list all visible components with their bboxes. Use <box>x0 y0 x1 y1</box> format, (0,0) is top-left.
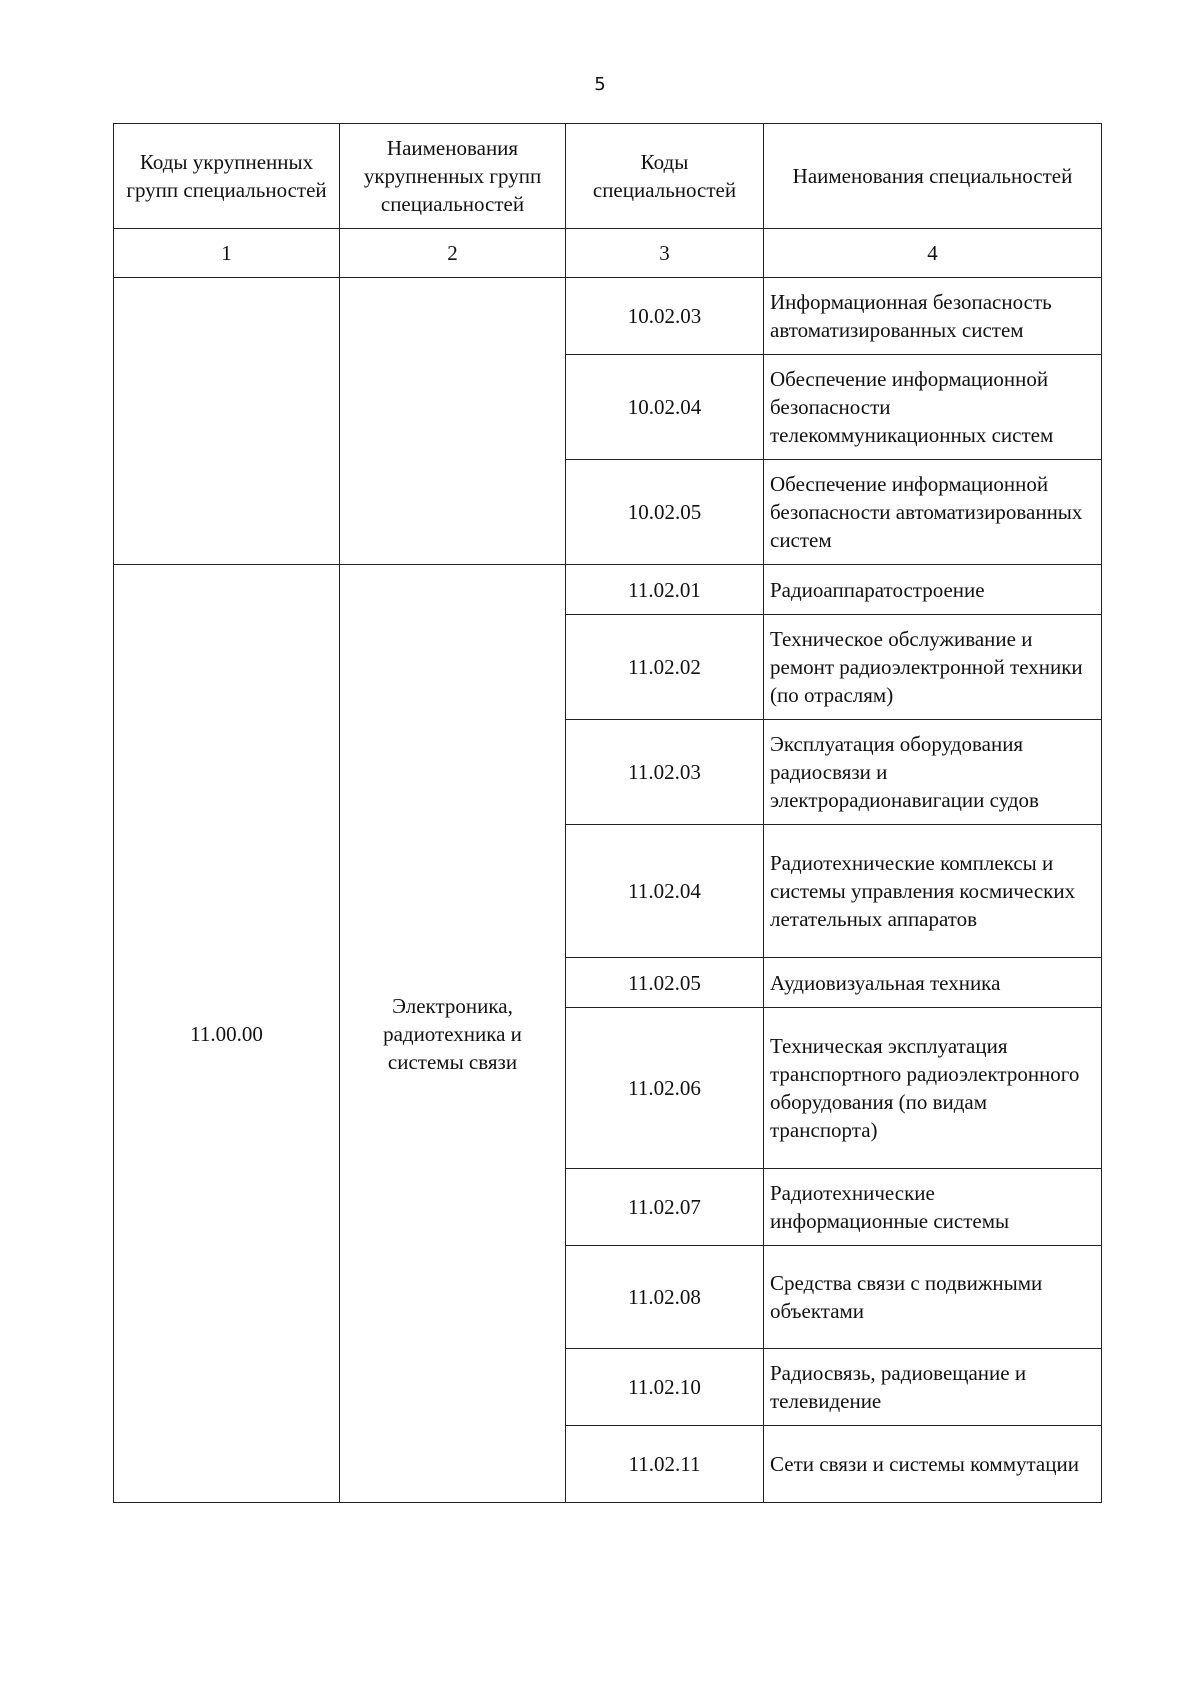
specialty-name: Радиосвязь, радиовещание и телевидение <box>764 1349 1102 1426</box>
column-number: 4 <box>764 229 1102 278</box>
specialty-name: Радиотехнические комплексы и системы управления космических летательных аппаратов <box>764 825 1102 958</box>
header-group-codes: Коды укрупненных групп специальностей <box>114 124 340 229</box>
specialty-name: Радиоаппаратостроение <box>764 565 1102 615</box>
group-name-cell: Электроника, радиотехника и системы связи <box>340 565 566 1503</box>
specialty-code: 11.02.05 <box>566 958 764 1008</box>
header-group-names: Наименования укрупненных групп специальностей <box>340 124 566 229</box>
specialty-name: Средства связи с подвижными объектами <box>764 1246 1102 1349</box>
specialty-name: Обеспечение информационной безопасности автоматизированных систем <box>764 460 1102 565</box>
specialty-name: Обеспечение информационной безопасности телекоммуникационных систем <box>764 355 1102 460</box>
specialty-name: Радиотехнические информационные системы <box>764 1169 1102 1246</box>
specialty-code: 10.02.03 <box>566 278 764 355</box>
specialty-code: 10.02.04 <box>566 355 764 460</box>
specialty-code: 11.02.03 <box>566 720 764 825</box>
table-row <box>114 278 1102 355</box>
specialty-code: 11.02.07 <box>566 1169 764 1246</box>
column-number: 2 <box>340 229 566 278</box>
column-number: 3 <box>566 229 764 278</box>
specialties-table <box>113 123 1102 1503</box>
page-number: 5 <box>594 74 606 95</box>
header-specialty-names: Наименования специальностей <box>764 124 1102 229</box>
column-number-row <box>114 229 1102 278</box>
specialty-code: 11.02.08 <box>566 1246 764 1349</box>
group-name-cell <box>340 278 566 565</box>
column-number: 1 <box>114 229 340 278</box>
specialty-code: 10.02.05 <box>566 460 764 565</box>
specialty-name: Техническое обслуживание и ремонт радиоэлектронной техники (по отраслям) <box>764 615 1102 720</box>
specialty-code: 11.02.11 <box>566 1426 764 1503</box>
specialty-code: 11.02.02 <box>566 615 764 720</box>
group-code-cell <box>114 278 340 565</box>
specialty-name: Эксплуатация оборудования радиосвязи и электрорадионавигации судов <box>764 720 1102 825</box>
table-row <box>114 565 1102 615</box>
specialty-code: 11.02.06 <box>566 1008 764 1169</box>
table-header-row <box>114 124 1102 229</box>
specialty-code: 11.02.01 <box>566 565 764 615</box>
group-code-cell: 11.00.00 <box>114 565 340 1503</box>
specialty-name: Техническая эксплуатация транспортного радиоэлектронного оборудования (по видам транспорта) <box>764 1008 1102 1169</box>
specialty-name: Сети связи и системы коммутации <box>764 1426 1102 1503</box>
specialty-code: 11.02.10 <box>566 1349 764 1426</box>
header-specialty-codes: Коды специальностей <box>566 124 764 229</box>
specialty-name: Аудиовизуальная техника <box>764 958 1102 1008</box>
specialty-code: 11.02.04 <box>566 825 764 958</box>
specialty-name: Информационная безопасность автоматизированных систем <box>764 278 1102 355</box>
